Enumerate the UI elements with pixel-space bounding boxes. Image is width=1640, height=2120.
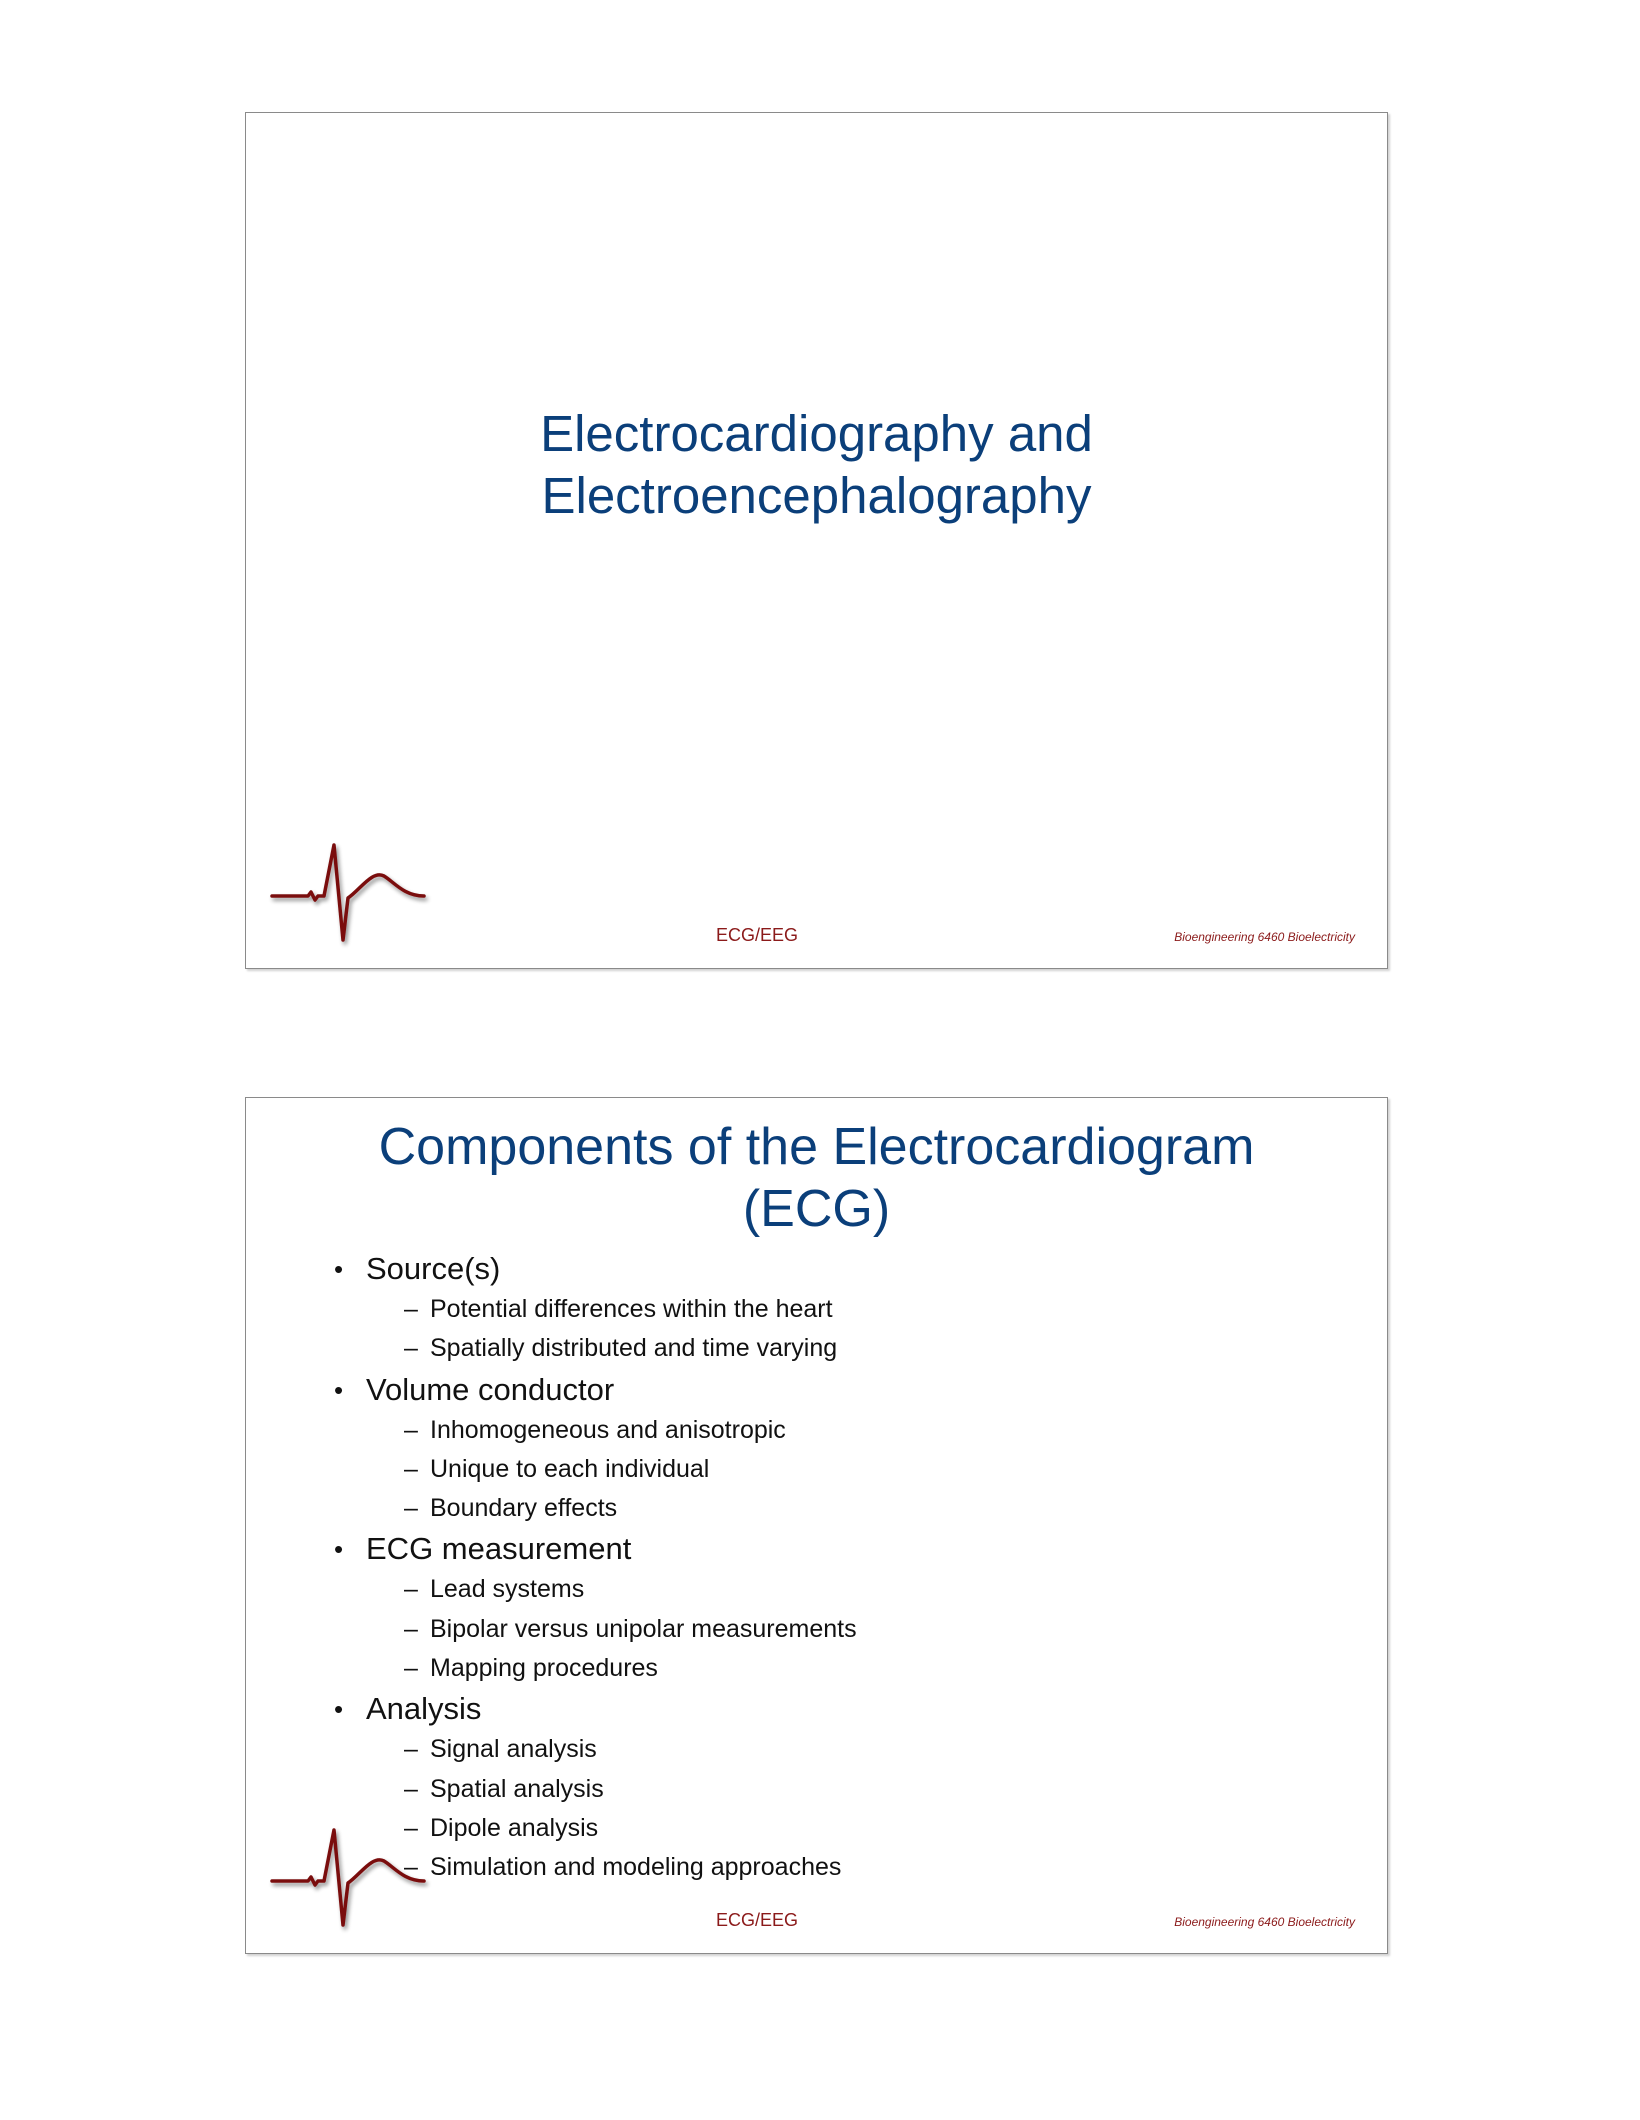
- bullet-item: [334, 1248, 857, 1369]
- sub-bullet-item: – Dipole analysis: [404, 1809, 857, 1848]
- sub-bullet-item: – Inhomogeneous and anisotropic: [404, 1411, 857, 1450]
- sub-bullet-list: [366, 1290, 857, 1369]
- title-line-1: Electrocardiography and: [540, 405, 1093, 462]
- slide-title: [246, 403, 1387, 527]
- bullet-item: [334, 1528, 857, 1688]
- bullet-text: Source(s): [366, 1251, 501, 1286]
- sub-bullet-item: – Spatially distributed and time varying: [404, 1329, 857, 1368]
- sub-bullet-item: – Simulation and modeling approaches: [404, 1848, 857, 1887]
- title-line-2: (ECG): [742, 1180, 891, 1238]
- sub-bullet-list: [366, 1570, 857, 1688]
- slide-2: [245, 1097, 1388, 1954]
- sub-bullet-item: – Potential differences within the heart: [404, 1290, 857, 1329]
- sub-bullet-item: – Lead systems: [404, 1570, 857, 1609]
- title-line-1: Components of the Electrocardiogram: [378, 1118, 1255, 1176]
- sub-bullet-item: – Spatial analysis: [404, 1770, 857, 1809]
- ecg-waveform-icon: [272, 1825, 424, 1931]
- bullet-item: [334, 1369, 857, 1529]
- sub-bullet-list: [366, 1730, 857, 1887]
- footer-course: Bioengineering 6460 Bioelectricity: [1174, 1915, 1355, 1929]
- footer-course: Bioengineering 6460 Bioelectricity: [1174, 930, 1355, 944]
- bullet-text: Analysis: [366, 1691, 482, 1727]
- bullet-text: ECG measurement: [366, 1531, 632, 1567]
- ecg-waveform-icon: [272, 840, 424, 946]
- sub-bullet-list: [366, 1411, 857, 1529]
- bullet-text: Volume conductor: [366, 1371, 615, 1407]
- bullet-list: [334, 1248, 857, 1888]
- sub-bullet-item: – Bipolar versus unipolar measurements: [404, 1610, 857, 1649]
- sub-bullet-item: – Mapping procedures: [404, 1649, 857, 1688]
- sub-bullet-item: – Boundary effects: [404, 1489, 857, 1528]
- footer-center: ECG/EEG: [716, 1910, 799, 1930]
- footer-center: ECG/EEG: [716, 925, 799, 945]
- sub-bullet-item: – Signal analysis: [404, 1730, 857, 1769]
- title-line-2: Electroencephalography: [541, 467, 1092, 524]
- slide-title: [246, 1116, 1387, 1240]
- slide-1: [245, 112, 1388, 969]
- sub-bullet-item: – Unique to each individual: [404, 1450, 857, 1489]
